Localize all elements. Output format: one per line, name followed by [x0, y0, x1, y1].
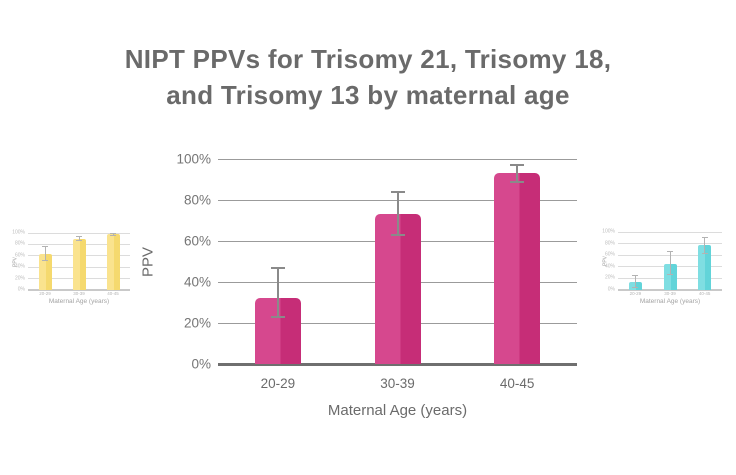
- x-axis-label: Maternal Age (years): [639, 298, 701, 305]
- error-bar-cap-top-30-39: [391, 191, 405, 193]
- gridline: [218, 159, 577, 160]
- error-bar-line-30-39: [397, 192, 399, 235]
- y-axis-label: PPV: [602, 255, 609, 267]
- error-bar-line-40-45: [113, 234, 114, 236]
- x-category-label: 40-45: [698, 291, 711, 296]
- gridline: [28, 255, 130, 256]
- bar-30-39: [664, 264, 677, 290]
- y-tick-label: 60%: [183, 233, 211, 249]
- y-tick-label: 20%: [604, 274, 615, 281]
- x-category-label: 40-45: [107, 291, 119, 296]
- error-bar-line-30-39: [79, 236, 80, 241]
- error-bar-cap-top-40-45: [510, 164, 524, 166]
- gridline: [218, 200, 577, 201]
- error-bar-line-20-29: [45, 246, 46, 261]
- y-tick-label: 20%: [183, 315, 211, 331]
- error-bar-cap-top-20-29: [632, 275, 638, 276]
- bar-20-29: [629, 282, 642, 290]
- y-tick-label: 100%: [176, 151, 211, 167]
- x-axis-baseline: [218, 363, 577, 366]
- error-bar-line-40-45: [704, 237, 705, 253]
- bar-40-45: [107, 234, 120, 290]
- bar-20-29: [255, 298, 301, 364]
- error-bar-cap-bottom-30-39: [391, 234, 405, 236]
- bar-20-29: [39, 254, 52, 290]
- y-tick-label: 100%: [602, 228, 615, 235]
- gridline: [618, 255, 722, 256]
- y-axis-label: PPV: [12, 256, 19, 267]
- chart-title: [0, 41, 736, 113]
- error-bar-line-40-45: [516, 165, 518, 181]
- y-tick-label: 20%: [14, 275, 25, 282]
- x-category-label: 40-45: [499, 376, 535, 391]
- y-tick-label: 40%: [604, 263, 615, 270]
- x-axis-baseline: [618, 289, 722, 291]
- error-bar-line-20-29: [277, 268, 279, 317]
- error-bar-cap-bottom-40-45: [510, 181, 524, 183]
- x-category-label: 20-29: [260, 376, 296, 391]
- gridline: [28, 244, 130, 245]
- gridline: [28, 267, 130, 268]
- y-tick-label: 0%: [17, 286, 25, 293]
- y-tick-label: 60%: [14, 252, 25, 259]
- bar-40-45: [494, 173, 540, 364]
- x-category-label: 30-39: [664, 291, 676, 296]
- y-tick-label: 100%: [12, 229, 25, 236]
- error-bar-cap-top-40-45: [110, 233, 116, 234]
- chart-title-line-2: and Trisomy 13 by maternal age: [166, 80, 570, 110]
- x-category-label: 20-29: [39, 291, 51, 296]
- error-bar-cap-bottom-30-39: [667, 274, 673, 275]
- y-tick-label: 0%: [191, 356, 211, 372]
- gridline: [218, 323, 577, 324]
- gridline: [618, 232, 722, 233]
- gridline: [218, 282, 577, 283]
- x-axis-label: Maternal Age (years): [48, 298, 110, 305]
- error-bar-cap-bottom-20-29: [632, 287, 638, 288]
- x-axis-baseline: [28, 289, 130, 291]
- error-bar-cap-top-30-39: [667, 251, 673, 252]
- error-bar-cap-bottom-20-29: [271, 316, 285, 318]
- x-category-label: 30-39: [380, 376, 415, 391]
- error-bar-cap-top-30-39: [76, 236, 82, 237]
- error-bar-line-20-29: [635, 276, 636, 288]
- error-bar-cap-top-20-29: [42, 246, 48, 247]
- gridline: [618, 278, 722, 279]
- y-tick-label: 0%: [607, 286, 615, 293]
- error-bar-line-30-39: [670, 251, 671, 274]
- gridline: [218, 241, 577, 242]
- bar-30-39: [73, 239, 86, 290]
- error-bar-cap-bottom-40-45: [110, 235, 116, 236]
- y-tick-label: 80%: [14, 240, 25, 247]
- error-bar-cap-bottom-40-45: [702, 253, 708, 254]
- y-tick-label: 40%: [183, 274, 211, 290]
- chart-title-line-1: NIPT PPVs for Trisomy 21, Trisomy 18,: [124, 44, 612, 74]
- x-axis-label: Maternal Age (years): [327, 402, 468, 419]
- y-tick-label: 80%: [604, 240, 615, 247]
- gridline: [618, 266, 722, 267]
- bar-30-39: [375, 214, 421, 364]
- y-tick-label: 80%: [183, 192, 211, 208]
- gridline: [28, 278, 130, 279]
- error-bar-cap-top-20-29: [271, 267, 285, 269]
- bar-40-45: [698, 245, 711, 290]
- error-bar-cap-bottom-20-29: [42, 260, 48, 261]
- y-tick-label: 60%: [604, 251, 615, 258]
- gridline: [618, 243, 722, 244]
- y-tick-label: 40%: [14, 263, 25, 270]
- error-bar-cap-bottom-30-39: [76, 240, 82, 241]
- y-axis-label: PPV: [139, 246, 157, 277]
- x-category-label: 20-29: [629, 291, 642, 296]
- gridline: [28, 233, 130, 234]
- error-bar-cap-top-40-45: [702, 237, 708, 238]
- x-category-label: 30-39: [73, 291, 85, 296]
